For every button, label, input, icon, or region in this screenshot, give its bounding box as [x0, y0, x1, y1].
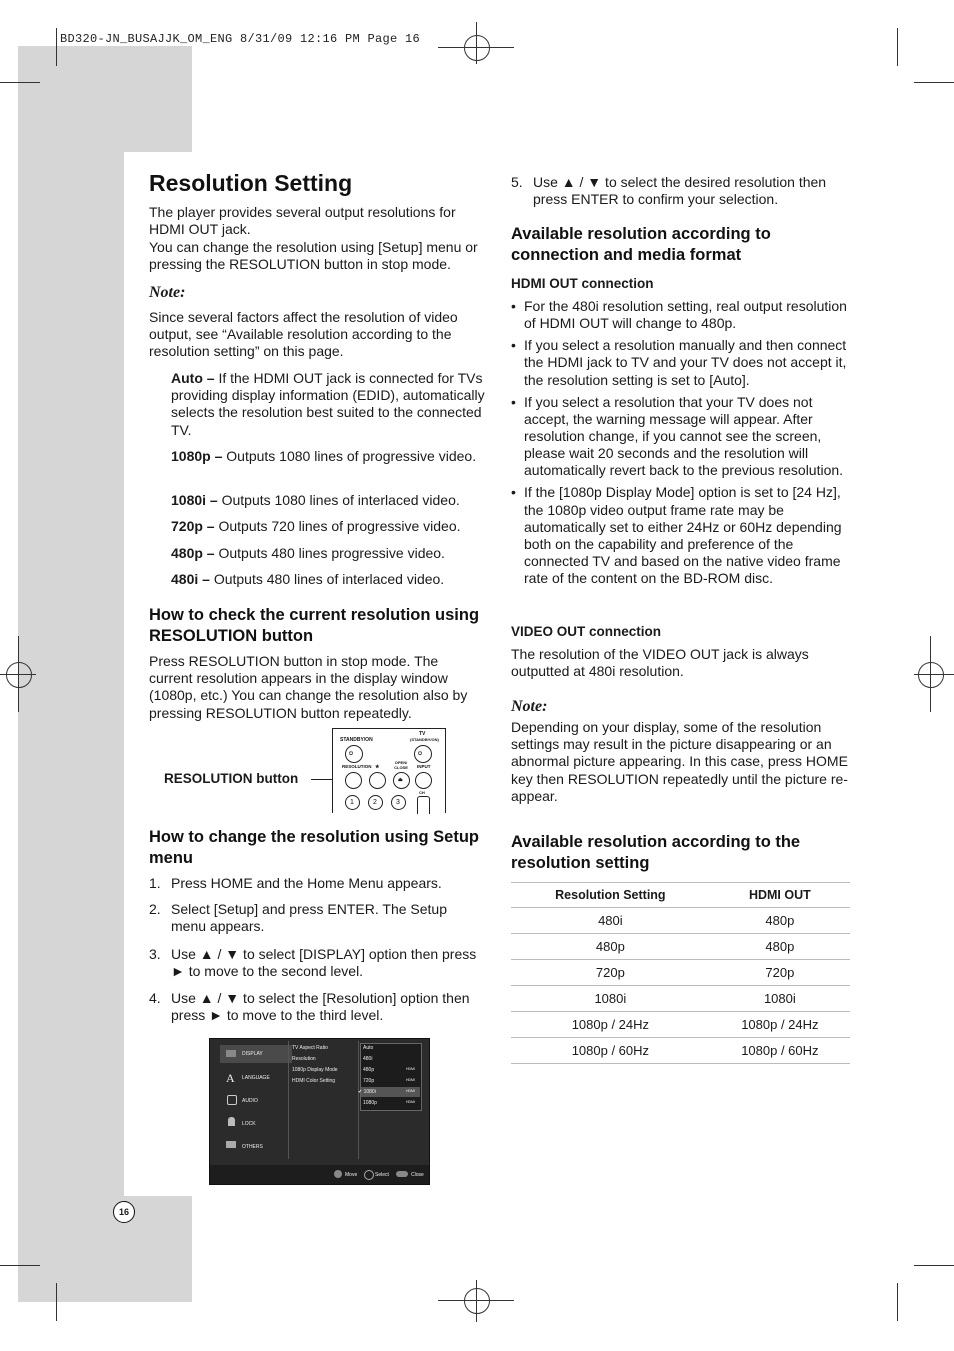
footer-move: Move — [345, 1172, 358, 1178]
input-button[interactable] — [415, 772, 432, 789]
option-resolution[interactable]: Resolution — [292, 1056, 316, 1062]
page-margin-side — [18, 152, 124, 1302]
table-cell: 480i — [511, 908, 710, 934]
table-row — [511, 960, 850, 986]
setup-menu-screenshot — [209, 1038, 430, 1185]
setup-steps-list — [149, 875, 485, 1024]
crop-mark — [56, 28, 57, 66]
table-cell: 1080p / 60Hz — [511, 1038, 710, 1064]
crop-mark — [914, 82, 954, 83]
resolution-item-480p: 480p – Outputs 480 lines progressive video. — [171, 545, 445, 561]
category-lock[interactable]: LOCK — [242, 1121, 256, 1127]
crop-mark — [0, 82, 40, 83]
note-title: Note: — [511, 698, 548, 715]
setup-step: 1. Press HOME and the Home Menu appears. — [149, 875, 442, 891]
setup-step-5: 5. Use ▲ / ▼ to select the desired resolution then press ENTER to confirm your selection. — [511, 174, 827, 208]
others-icon — [226, 1141, 236, 1148]
note-text: Depending on your display, some of the resolution settings may result in the picture disappearing or an abnormal picture appearing. In this case, press HOME key then RESOLUTION repeatedly until the picture re-appear. — [511, 719, 848, 804]
registration-mark — [6, 662, 32, 688]
section-heading-check: How to check the current resolution using RESOLUTION button — [149, 606, 480, 645]
resolution-item-480i: 480i – Outputs 480 lines of interlaced video. — [171, 571, 445, 587]
number-3-button[interactable]: 3 — [391, 795, 406, 810]
return-icon — [396, 1171, 408, 1177]
video-out-heading: VIDEO OUT connection — [511, 624, 662, 639]
list-item: • If you select a resolution that your TV does not accept, the warning message will appear. After resolution change, if you cannot see the screen, please wait 20 seconds and the resolution will automatically revert back to the previous resolution. — [511, 394, 851, 480]
table-cell: 480p — [710, 908, 850, 934]
page-title: Resolution Setting — [149, 170, 353, 196]
select-icon — [364, 1170, 374, 1180]
resolution-item-1080i: 1080i – Outputs 1080 lines of interlaced video. — [171, 492, 460, 508]
remote-label-open-close: OPEN/ CLOSE — [394, 760, 408, 770]
audio-icon — [227, 1095, 237, 1105]
crop-mark — [0, 1265, 40, 1266]
registration-mark — [918, 662, 944, 688]
remote-label-ch: CH — [419, 790, 425, 795]
tv-power-button[interactable]: ⏻ — [414, 745, 432, 763]
tag-hdmi: HDMI — [406, 1067, 415, 1071]
eject-icon: ⏏ — [398, 777, 403, 783]
resolution-item-auto: Auto – If the HDMI OUT jack is connected for TVs providing display information (EDID), automatically selects the resolution best suited to the connected TV. — [171, 370, 485, 438]
section-heading-table: Available resolution according to the resolution setting — [511, 833, 801, 872]
table-cell: 720p — [511, 960, 710, 986]
remote-label-tv: TV — [419, 731, 426, 737]
channel-button[interactable] — [417, 796, 430, 814]
value-1080p[interactable]: 1080p — [363, 1100, 377, 1106]
intro-paragraph-1: The player provides several output resolutions for HDMI OUT jack. — [149, 204, 456, 238]
list-item: • For the 480i resolution setting, real output resolution of HDMI OUT will change to 480p. — [511, 298, 851, 332]
hdmi-bullet-list — [511, 298, 851, 588]
list-item: • If you select a resolution manually and then connect the HDMI jack to TV and your TV does not accept it, the resolution setting is set to [Auto]. — [511, 337, 851, 389]
table-row — [511, 1038, 850, 1064]
table-row — [511, 934, 850, 960]
value-auto[interactable]: Auto — [363, 1045, 374, 1051]
option-1080p-display-mode[interactable]: 1080p Display Mode — [292, 1067, 338, 1073]
language-icon: A — [226, 1071, 235, 1085]
tag-hdmi: HDMI — [406, 1078, 415, 1082]
divider — [288, 1041, 289, 1159]
crop-mark — [897, 28, 898, 66]
note-title: Note: — [149, 284, 186, 301]
divider — [358, 1041, 359, 1159]
category-display[interactable]: DISPLAY — [242, 1051, 263, 1057]
setup-step: 3. Use ▲ / ▼ to select [DISPLAY] option then press ► to move to the second level. — [149, 945, 477, 979]
resolution-button-callout: RESOLUTION button — [164, 771, 299, 786]
crop-mark — [930, 636, 931, 712]
footer-close: Close — [411, 1172, 424, 1178]
video-out-text: The resolution of the VIDEO OUT jack is always outputted at 480i resolution. — [511, 646, 809, 680]
remote-label-input: INPUT — [417, 764, 431, 769]
number-1-button[interactable]: 1 — [345, 795, 360, 810]
crop-mark — [56, 1283, 57, 1321]
resolution-table — [511, 882, 850, 1064]
hdmi-out-heading: HDMI OUT connection — [511, 276, 654, 291]
footer-select: Select — [375, 1172, 389, 1178]
table-cell: 1080p / 24Hz — [511, 1012, 710, 1038]
category-language[interactable]: LANGUAGE — [242, 1075, 270, 1081]
list-item: • If the [1080p Display Mode] option is set to [24 Hz], the 1080p video output frame rate may be automatically set to either 24Hz or 60Hz depending both on the capability and preference of the connected TV and based on the native video frame rate of the content on the BD-ROM disc. — [511, 484, 851, 587]
table-row — [511, 1012, 850, 1038]
power-button[interactable]: ⏻ — [345, 745, 363, 763]
number-2-button[interactable]: 2 — [368, 795, 383, 810]
option-tv-aspect-ratio[interactable]: TV Aspect Ratio — [292, 1045, 328, 1051]
open-close-button[interactable] — [393, 772, 410, 789]
value-480i[interactable]: 480i — [363, 1056, 373, 1062]
column-header: Resolution Setting — [511, 883, 710, 908]
table-row — [511, 986, 850, 1012]
tag-hdmi: HDMI — [406, 1100, 415, 1104]
intro-paragraph-2: You can change the resolution using [Setup] menu or pressing the RESOLUTION button in stop mode. — [149, 239, 478, 273]
value-720p[interactable]: 720p — [363, 1078, 375, 1084]
remote-label-standby: STANDBY/ON — [340, 737, 373, 743]
registration-mark — [464, 35, 490, 61]
column-header: HDMI OUT — [710, 883, 850, 908]
resolution-item-720p: 720p – Outputs 720 lines of progressive video. — [171, 518, 461, 534]
crop-mark — [897, 1283, 898, 1321]
move-icon — [334, 1170, 342, 1178]
table-cell: 1080i — [710, 986, 850, 1012]
crop-mark — [914, 674, 954, 675]
setup-step: 4. Use ▲ / ▼ to select the [Resolution] option then press ► to move to the third level. — [149, 990, 470, 1024]
table-cell: 480p — [511, 934, 710, 960]
resolution-button[interactable] — [345, 772, 362, 789]
tag-hdmi: HDMI — [406, 1089, 415, 1093]
option-hdmi-color-setting[interactable]: HDMI Color Setting — [292, 1078, 336, 1084]
setup-step: 2. Select [Setup] and press ENTER. The Setup menu appears. — [149, 901, 448, 935]
value-1080i[interactable]: ✔ 1080i — [358, 1089, 376, 1095]
table-cell: 1080p / 24Hz — [710, 1012, 850, 1038]
table-row — [511, 908, 850, 934]
lock-icon — [228, 1117, 235, 1126]
table-header-row — [511, 883, 850, 908]
table-cell: 1080p / 60Hz — [710, 1038, 850, 1064]
table-cell: 1080i — [511, 986, 710, 1012]
crop-mark — [18, 636, 19, 712]
remote-label-star: ★ — [375, 764, 380, 770]
section-heading-available: Available resolution according to connection and media format — [511, 225, 771, 264]
page-margin-top — [18, 46, 192, 152]
category-others[interactable]: OTHERS — [242, 1144, 263, 1150]
registration-mark — [464, 1288, 490, 1314]
page-number: 16 — [113, 1201, 135, 1223]
remote-label-tv-standby: (STANDBY/ON) — [410, 737, 439, 742]
value-480p[interactable]: 480p — [363, 1067, 375, 1073]
display-icon — [226, 1050, 236, 1057]
table-cell: 720p — [710, 960, 850, 986]
crop-mark — [476, 1280, 477, 1322]
table-cell: 480p — [710, 934, 850, 960]
crop-mark — [914, 1265, 954, 1266]
print-header: BD320-JN_BUSAJJK_OM_ENG 8/31/09 12:16 PM Page 16 — [60, 32, 421, 46]
remote-label-resolution: RESOLUTION — [342, 764, 372, 769]
resolution-item-1080p: 1080p – Outputs 1080 lines of progressive video. — [171, 448, 477, 464]
section-heading-setup: How to change the resolution using Setup menu — [149, 828, 480, 867]
crop-mark — [476, 22, 477, 64]
star-button[interactable] — [369, 772, 386, 789]
remote-illustration — [332, 728, 446, 813]
category-audio[interactable]: AUDIO — [242, 1098, 258, 1104]
note-text: Since several factors affect the resolution of video output, see “Available resolution according to the resolution setting” on this page. — [149, 309, 458, 360]
section-check-text: Press RESOLUTION button in stop mode. The current resolution appears in the display window (1080p, etc.) You can change the resolution also by pressing RESOLUTION button repeatedly. — [149, 653, 468, 721]
